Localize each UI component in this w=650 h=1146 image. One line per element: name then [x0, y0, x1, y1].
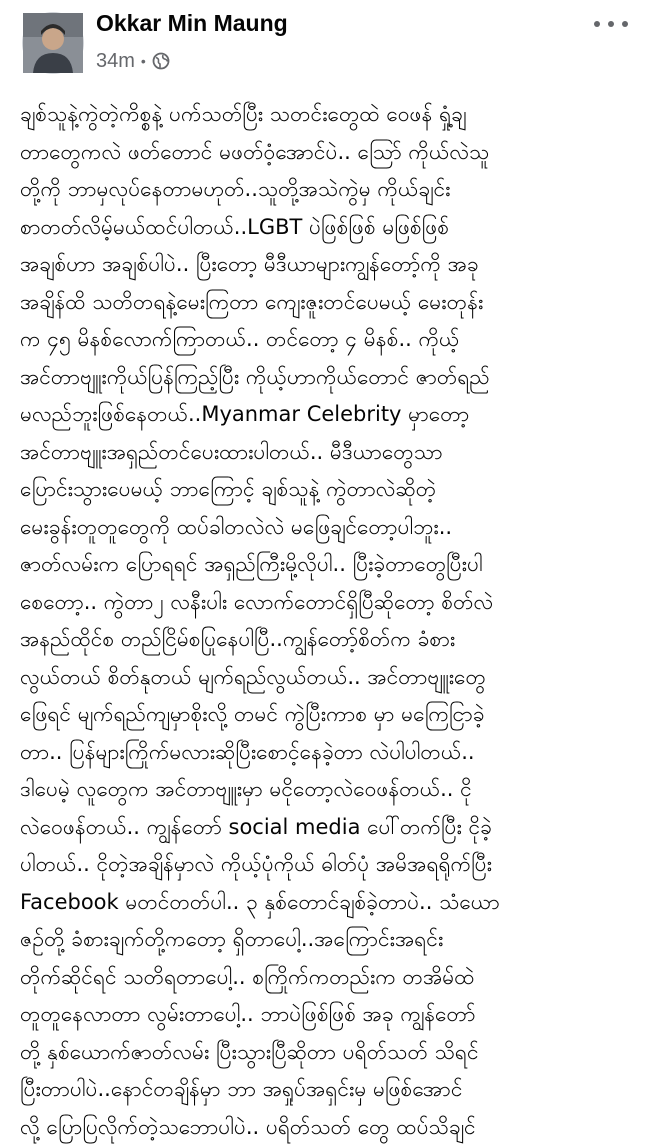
post-timestamp[interactable]: 34m [96, 50, 135, 73]
post-text-line: မေးခွန်းတူတူတွေကို ထပ်ခါတလဲလဲ မဖြေချင်တော့ပါဘူး.. [20, 509, 636, 547]
post-text-line: ဇဉ်တို့ ခံစားချက်တို့ကတော့ ရှိတာပေါ့..အကြောင်းအရင်း [20, 921, 636, 959]
post-text-line: ဖြေရင် မျက်ရည်ကျမှာစိုးလို့ တမင် ကွဲပြီးကာစ မှာ မကြေငြာခဲ့ [20, 696, 636, 734]
author-name[interactable]: Okkar Min Maung [96, 10, 288, 37]
more-horizontal-icon[interactable] [594, 14, 628, 34]
post-text-line: လဲဝေဖန်တယ်.. ကျွန်တော် social media ပေါ်တက်ပြီး ငိုခဲ့ [20, 809, 636, 847]
post-text-line: အချစ်ဟာ အချစ်ပါပဲ.. ပြီးတော့ မီဒီယာများကျွန်တော့်ကို အခု [20, 246, 636, 284]
post-text-line: စေတော့.. ကွဲတာ၂ လနီးပါး လောက်တောင်ရှိပြီဆိုတော့ စိတ်လဲ [20, 584, 636, 622]
post-text-line: ပြောင်းသွားပေမယ့် ဘာကြောင့် ချစ်သူနဲ့ ကွဲတာလဲဆိုတဲ့ [20, 471, 636, 509]
post-text-line: လွယ်တယ် စိတ်နုတယ် မျက်ရည်လွယ်တယ်.. အင်တာဗျူးတွေ [20, 659, 636, 697]
post-text-line: အနည်ထိုင်စ တည်ငြိမ်စပြုနေပါပြီ..ကျွန်တော့်စိတ်က ခံစား [20, 621, 636, 659]
post-text-line: ဇာတ်လမ်းက ပြောရရင် အရှည်ကြီးမို့လိုပါ.. ပြီးခဲ့တာတွေပြီးပါ [20, 546, 636, 584]
post-text-line: မလည်ဘူးဖြစ်နေတယ်..Myanmar Celebrity မှာတော့ [20, 396, 636, 434]
avatar[interactable] [22, 12, 84, 74]
more-dot [608, 21, 614, 27]
post-text-line: ချစ်သူနဲ့ကွဲတဲ့ကိစ္စနဲ့ ပက်သတ်ပြီး သတင်းတွေထဲ ဝေဖန် ရှုံ့ချ [20, 96, 636, 134]
post-text-line: လို့ ပြောပြလိုက်တဲ့သဘောပါပဲ.. ပရိတ်သတ် တွေ ထပ်သိချင် [20, 1109, 636, 1146]
more-dot [622, 21, 628, 27]
globe-icon[interactable] [152, 52, 170, 70]
post-text-line: က ၄၅ မိနစ်လောက်ကြာတယ်.. တင်တော့ ၄ မိနစ်.. ကိုယ့် [20, 321, 636, 359]
post-body [20, 96, 636, 1096]
post-text-line: အင်တာဗျူးကိုယ်ပြန်ကြည့်ပြီး ကိုယ့်ဟာကိုယ်တောင် ဇာတ်ရည် [20, 359, 636, 397]
post-header [0, 0, 650, 90]
post-text-line: တာတွေကလဲ ဖတ်တောင် မဖတ်ဝံ့အောင်ပဲ.. ဩော် ကိုယ်လဲသူ [20, 134, 636, 172]
post-text-line: ပြီးတာပါပဲ..နောင်တချိန်မှာ ဘာ အရှုပ်အရှင်းမှ မဖြစ်အောင် [20, 1071, 636, 1109]
avatar-image [23, 13, 83, 73]
post-text-line: တို့ နှစ်ယောက်ဇာတ်လမ်း ပြီးသွားပြီဆိုတာ ပရိတ်သတ် သိရင် [20, 1034, 636, 1072]
post-text-line: တာ.. ပြန်များကြိုက်မလားဆိုပြီးစောင့်နေခဲ့တာ လဲပါပါတယ်.. [20, 734, 636, 772]
post-text-line: အင်တာဗျူးအရှည်တင်ပေးထားပါတယ်.. မီဒီယာတွေသာ [20, 434, 636, 472]
post-text-line: ပါတယ်.. ငိုတဲ့အချိန်မှာလဲ ကိုယ့်ပုံကိုယ် ဓါတ်ပုံ အမိအရရိုက်ပြီး [20, 846, 636, 884]
meta-separator: • [141, 53, 146, 69]
post-text-line: တို့ကို ဘာမှလုပ်နေတာမဟုတ်..သူတို့အသဲကွဲမှ ကိုယ်ချင်း [20, 171, 636, 209]
post-meta [96, 47, 170, 75]
post-text-line: Facebook မတင်တတ်ပါ.. ၃ နှစ်တောင်ချစ်ခဲ့တာပဲ.. သံယော [20, 884, 636, 922]
post-text-line: တူတူနေလာတာ လွမ်းတာပေါ့.. ဘာပဲဖြစ်ဖြစ် အခု ကျွန်တော် [20, 996, 636, 1034]
post-text-line: တိုက်ဆိုင်ရင် သတိရတာပေါ့.. စကြိုက်ကတည်းက တအိမ်ထဲ [20, 959, 636, 997]
post-text-line: အချိန်ထိ သတိတရနဲ့မေးကြတာ ကျေးဇူးတင်ပေမယ့် မေးတုန်း [20, 284, 636, 322]
more-dot [594, 21, 600, 27]
post-text-line: ဒါပေမဲ့ လူတွေက အင်တာဗျူးမှာ မငိုတော့လဲဝေဖန်တယ်.. ငို [20, 771, 636, 809]
post-text-line: စာတတ်လိမ့်မယ်ထင်ပါတယ်..LGBT ပဲဖြစ်ဖြစ် မဖြစ်ဖြစ် [20, 209, 636, 247]
